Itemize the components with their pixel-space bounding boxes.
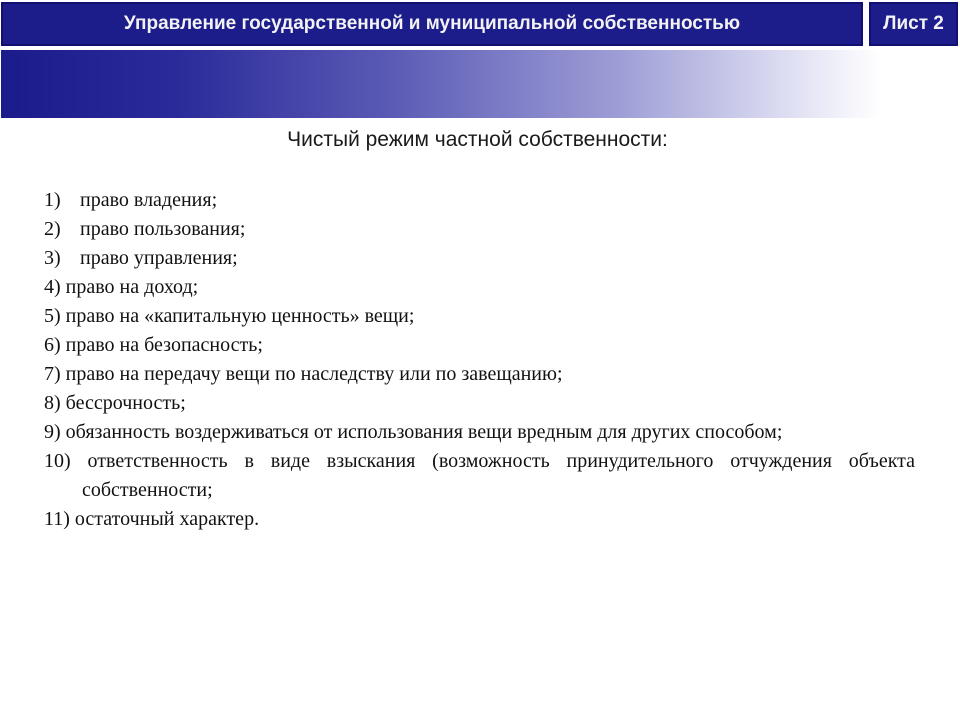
- list-item: [44, 273, 915, 302]
- list-item-text: право на передачу вещи по наследству или по завещанию;: [65, 363, 563, 385]
- list-item-number: 11): [44, 508, 70, 530]
- sheet-label: Лист 2: [883, 13, 944, 34]
- list-item: [44, 215, 915, 244]
- header-title-bar: [1, 2, 863, 46]
- list-item-number: 6): [44, 334, 61, 356]
- list-item-text: бессрочность;: [65, 392, 186, 414]
- list-item-text: ответственность в виде взыскания (возможность принудительного отчуждения объекта собственности;: [82, 450, 916, 501]
- list-item-number: 10): [44, 450, 71, 472]
- header-gradient-band: [1, 50, 881, 118]
- slide-subtitle: Чистый режим частной собственности:: [287, 128, 668, 151]
- list-item: [44, 302, 915, 331]
- list-item-number: 2): [44, 218, 61, 240]
- list-item-number: 8): [44, 392, 61, 414]
- list-item-text: обязанность воздерживаться от использования вещи вредным для других способом;: [65, 421, 783, 443]
- list-item: [44, 186, 915, 215]
- list-item-number: 7): [44, 363, 61, 385]
- list-item: [44, 447, 915, 505]
- list-item-number: 5): [44, 305, 61, 327]
- list-item: [44, 418, 915, 447]
- list-item-text: право на доход;: [65, 276, 199, 298]
- list-item-text: право пользования;: [80, 218, 246, 240]
- list-item: [44, 389, 915, 418]
- list-item-number: 4): [44, 276, 61, 298]
- list-item: [44, 244, 915, 273]
- list-item-number: 1): [44, 189, 61, 211]
- header-title: Управление государственной и муниципальной собственностью: [123, 13, 741, 34]
- list-item-text: право владения;: [80, 189, 218, 211]
- list-item-text: право на безопасность;: [65, 334, 263, 356]
- list-item: [44, 360, 915, 389]
- list-item-text: право управления;: [80, 247, 238, 269]
- list-item: [44, 331, 915, 360]
- list-item: [44, 505, 915, 534]
- list-item-number: 3): [44, 247, 61, 269]
- list-item-text: право на «капитальную ценность» вещи;: [65, 305, 415, 327]
- list-item-number: 9): [44, 421, 61, 443]
- list-item-text: остаточный характер.: [74, 508, 260, 530]
- sheet-label-box: [869, 2, 958, 46]
- rights-list: [44, 186, 915, 534]
